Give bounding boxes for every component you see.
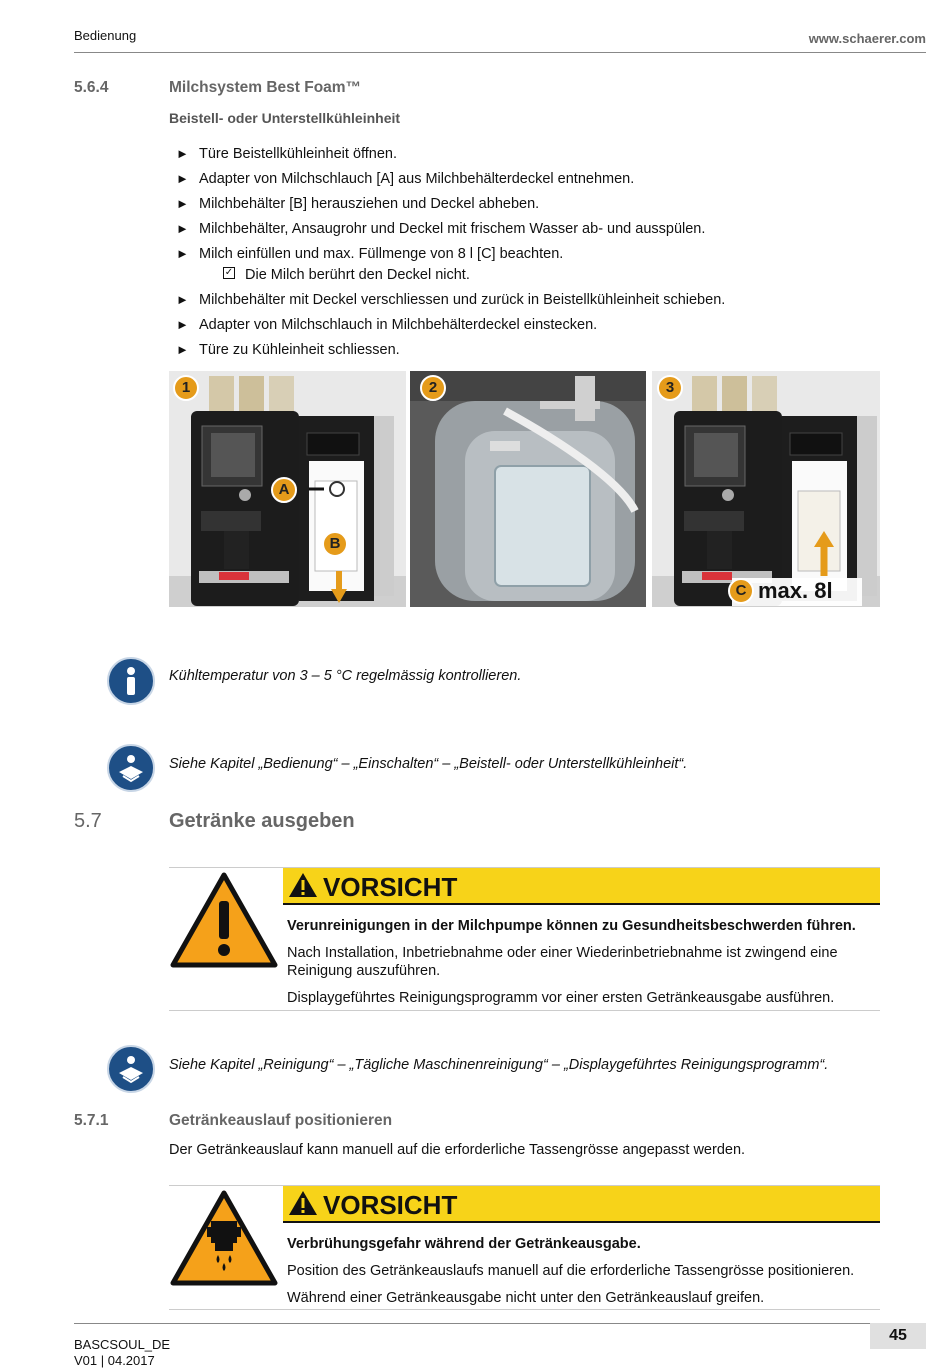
warning-label: VORSICHT xyxy=(323,872,458,902)
arrow-right-icon: ► xyxy=(176,196,189,211)
step-result: ✓ Die Milch berührt den Deckel nicht. xyxy=(224,267,470,283)
footer-version: V01 | 04.2017 xyxy=(74,1353,155,1368)
label-c-badge: C xyxy=(728,578,754,604)
step-item: ► Milchbehälter [B] herausziehen und Deckel abheben. xyxy=(176,196,540,212)
step-item: ► Adapter von Milchschlauch [A] aus Milchbehälterdeckel entnehmen. xyxy=(176,171,635,187)
photo-strip xyxy=(169,371,880,607)
photo-rinse-sink xyxy=(410,371,646,607)
info-icon xyxy=(107,657,155,705)
section-number: 5.7.1 xyxy=(74,1112,109,1129)
arrow-right-icon: ► xyxy=(176,171,189,186)
photo-number-badge: 3 xyxy=(657,375,683,401)
manual-reference-icon xyxy=(107,1045,155,1093)
info-note: Kühltemperatur von 3 – 5 °C regelmässig kontrollieren. xyxy=(169,668,522,684)
reference-note: Siehe Kapitel „Reinigung“ – „Tägliche Maschinenreinigung“ – „Displaygeführtes Reinigungsprogramm“. xyxy=(169,1057,829,1073)
warning-paragraph: Während einer Getränkeausgabe nicht unter den Getränkeauslauf greifen. xyxy=(287,1290,765,1306)
step-item: ► Türe Beistellkühleinheit öffnen. xyxy=(176,146,398,162)
warning-paragraph: Displaygeführtes Reinigungsprogramm vor einer ersten Getränkeausgabe ausführen. xyxy=(287,990,835,1006)
arrow-right-icon: ► xyxy=(176,342,189,357)
label-a-badge: A xyxy=(271,477,297,503)
arrow-right-icon: ► xyxy=(176,292,189,307)
section-title: Getränkeauslauf positionieren xyxy=(169,1112,393,1129)
section-number: 5.6.4 xyxy=(74,79,109,96)
section-number: 5.7 xyxy=(74,810,102,832)
warning-small-icon xyxy=(287,871,319,899)
warning-header xyxy=(283,1186,880,1223)
step-item: ► Milchbehälter, Ansaugrohr und Deckel mit frischem Wasser ab- und ausspülen. xyxy=(176,221,706,237)
header-website[interactable]: www.schaerer.com xyxy=(808,31,926,46)
section-title: Milchsystem Best Foam™ xyxy=(169,79,362,96)
section-title: Getränke ausgeben xyxy=(169,810,355,832)
label-b-badge: B xyxy=(322,531,348,557)
warning-label: VORSICHT xyxy=(323,1190,458,1220)
section-intro: Der Getränkeauslauf kann manuell auf die erforderliche Tassengrösse angepasst werden. xyxy=(169,1142,746,1158)
warning-paragraph: Position des Getränkeauslaufs manuell auf die erforderliche Tassengrösse positionieren. xyxy=(287,1263,855,1279)
warning-small-icon xyxy=(287,1189,319,1217)
header-divider xyxy=(74,52,926,53)
manual-reference-icon xyxy=(107,744,155,792)
warning-box xyxy=(169,1185,880,1310)
step-item: ► Milchbehälter mit Deckel verschliessen und zurück in Beistellkühleinheit schieben. xyxy=(176,292,726,308)
footer-divider xyxy=(74,1323,880,1324)
photo-number-badge: 2 xyxy=(420,375,446,401)
warning-headline: Verunreinigungen in der Milchpumpe können zu Gesundheitsbeschwerden führen. xyxy=(287,918,856,934)
warning-headline: Verbrühungsgefahr während der Getränkeausgabe. xyxy=(287,1236,641,1252)
max-fill-label: max. 8l xyxy=(758,578,833,603)
arrow-right-icon: ► xyxy=(176,246,189,261)
arrow-right-icon: ► xyxy=(176,317,189,332)
page-number: 45 xyxy=(870,1323,926,1349)
warning-text xyxy=(287,1235,874,1316)
arrow-right-icon: ► xyxy=(176,221,189,236)
warning-text xyxy=(287,917,874,1016)
photo-machine-filled xyxy=(652,371,880,607)
warning-triangle-icon xyxy=(169,871,279,969)
photo-number-badge: 1 xyxy=(173,375,199,401)
footer-doc-id: BASCSOUL_DE xyxy=(74,1337,171,1352)
footer-doc-info xyxy=(74,1337,170,1369)
warning-paragraph: Nach Installation, Inbetriebnahme oder einer Wiederinbetriebnahme ist zwingend eine Reinigung auszuführen. xyxy=(287,945,838,979)
warning-box xyxy=(169,867,880,1011)
step-item: ► Milch einfüllen und max. Füllmenge von 8 l [C] beachten. ✓ Die Milch berührt den Deckel nicht. xyxy=(176,245,896,284)
header-section: Bedienung xyxy=(74,28,137,43)
step-item: ► Adapter von Milchschlauch in Milchbehälterdeckel einstecken. xyxy=(176,317,598,333)
step-item: ► Türe zu Kühleinheit schliessen. xyxy=(176,342,400,358)
arrow-right-icon: ► xyxy=(176,146,189,161)
section-subtitle: Beistell- oder Unterstellkühleinheit xyxy=(169,110,401,126)
warning-header xyxy=(283,868,880,905)
checkbox-checked-icon: ✓ xyxy=(224,267,234,278)
reference-note: Siehe Kapitel „Bedienung“ – „Einschalten“ – „Beistell- oder Unterstellkühleinheit“. xyxy=(169,756,688,772)
hot-liquid-warning-icon xyxy=(169,1189,279,1287)
step-list xyxy=(176,145,896,366)
